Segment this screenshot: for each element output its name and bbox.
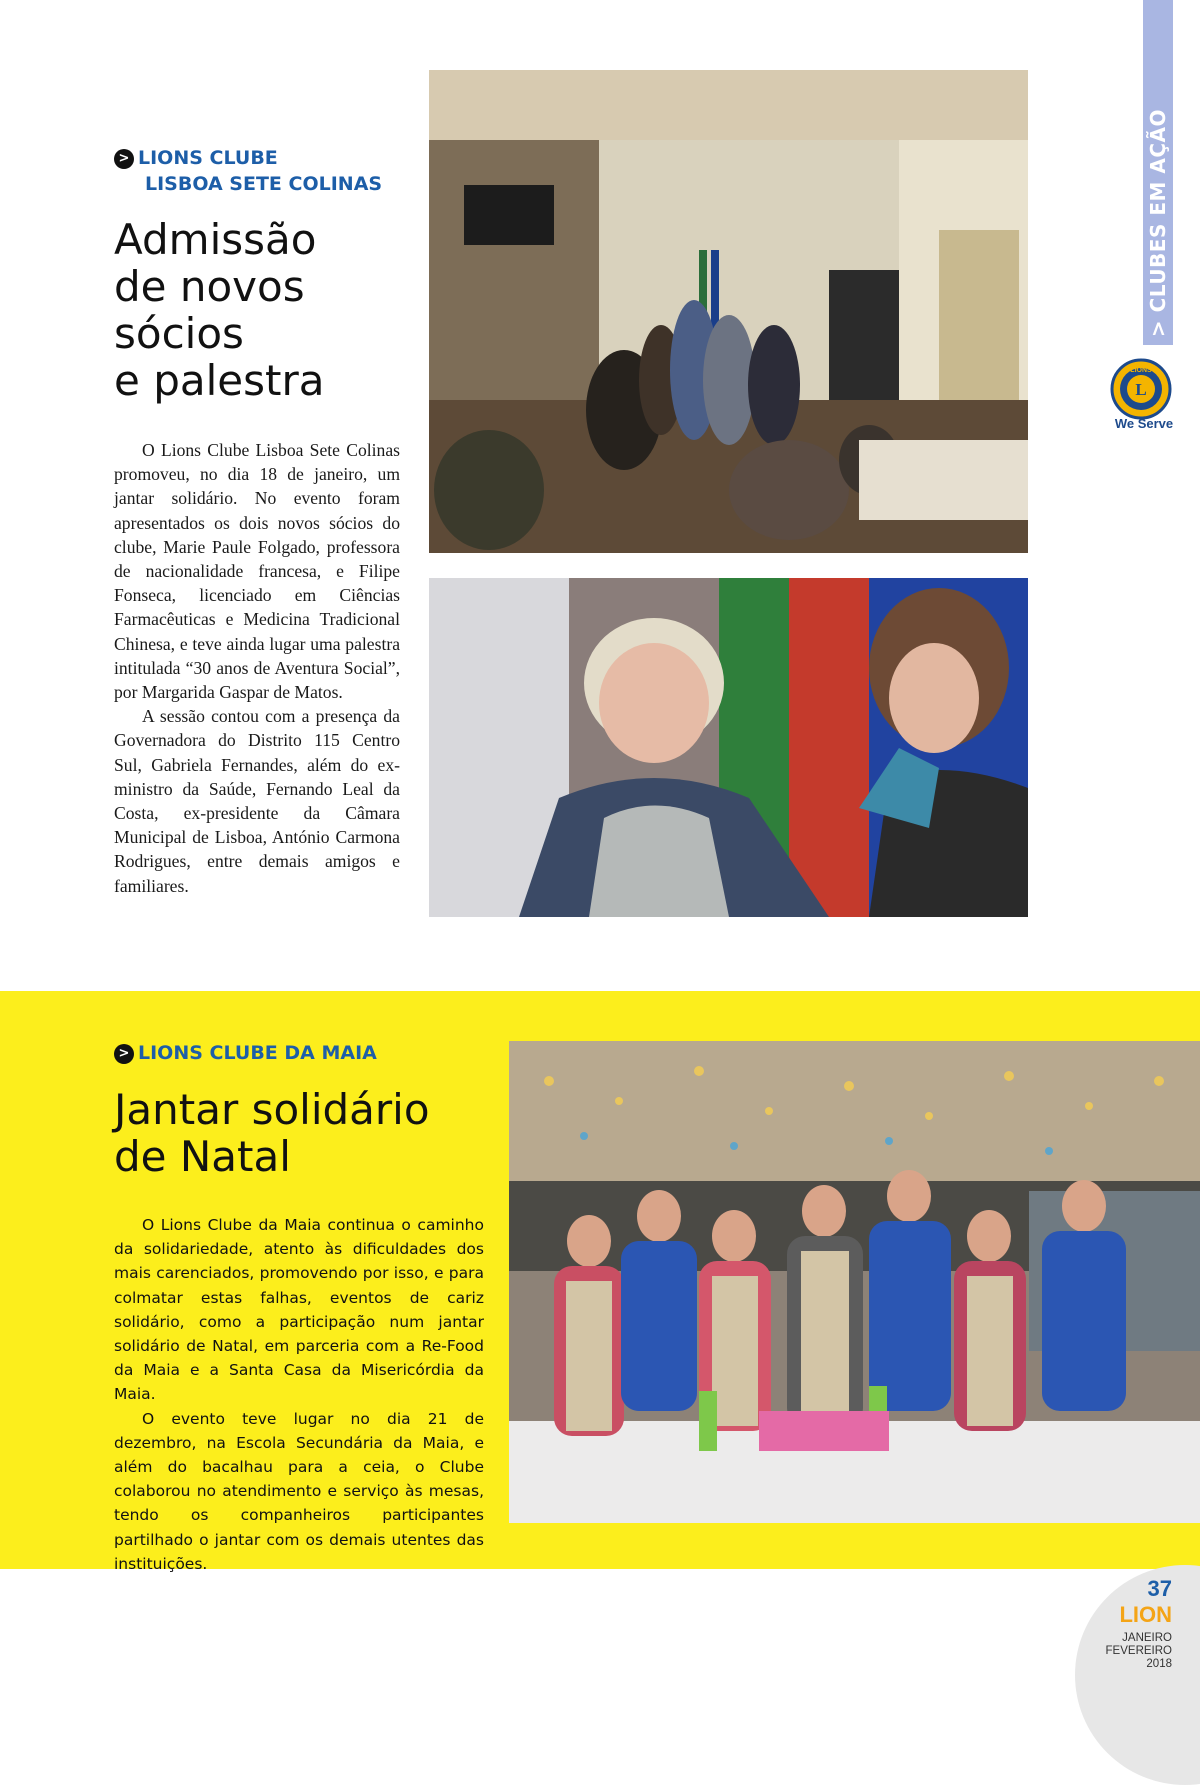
- article1-headline: [114, 216, 324, 404]
- headline-line: sócios: [114, 309, 244, 358]
- svg-text:LIONS: LIONS: [1130, 367, 1152, 374]
- arrow-bullet-icon: >: [114, 1044, 134, 1064]
- headline-line: e palestra: [114, 356, 325, 405]
- svg-text:L: L: [1135, 380, 1147, 399]
- section-tab-label: > CLUBES EM AÇÃO: [1146, 108, 1170, 337]
- arrow-bullet-icon: >: [114, 149, 134, 169]
- body-paragraph: A sessão contou com a presença da Governadora do Distrito 115 Centro Sul, Gabriela Fernandes, além do ex-ministro da Saúde, Fernando Leal da Costa, ex-presidente da Câmara Municipal de Lisboa, António Carmona Rodrigues, entre demais amigos e familiares.: [114, 706, 400, 896]
- issue-month-1: JANEIRO: [1122, 1632, 1172, 1644]
- headline-line: de novos: [114, 262, 305, 311]
- article2-body: [114, 1213, 484, 1576]
- headline-line: Jantar solidário: [114, 1085, 430, 1134]
- tagline: We Serve: [1114, 416, 1174, 431]
- photo-pin-ceremony: [429, 578, 1028, 917]
- magazine-name: LION: [1119, 1602, 1172, 1627]
- issue-year: 2018: [1146, 1658, 1172, 1670]
- article1-body: [114, 438, 400, 898]
- article1-kicker-line1: LIONS CLUBE: [138, 147, 278, 169]
- section-tab: [1143, 0, 1173, 345]
- headline-line: Admissão: [114, 215, 317, 264]
- article2-kicker: [114, 1040, 377, 1066]
- body-paragraph: O Lions Clube da Maia continua o caminho da solidariedade, atento às dificuldades dos mais carenciados, promovendo por isso, e para colmatar estas falhas, eventos de cariz solidário, como a participação num jantar solidário de Natal, em parceria com a Re-Food da Maia e a Santa Casa da Misericórdia da Maia.: [114, 1216, 484, 1404]
- body-paragraph: O Lions Clube Lisboa Sete Colinas promoveu, no dia 18 de janeiro, um jantar solidário. No evento foram apresentados os dois novos sócios do clube, Marie Paule Folgado, professora de nacionalidade francesa, e Filipe Fonseca, licenciado em Ciências Farmacêuticas e Medicina Tradicional Chinesa, e teve ainda lugar uma palestra intitulada “30 anos de Aventura Social”, por Margarida Gaspar de Matos.: [114, 440, 400, 703]
- article1-kicker: [114, 145, 382, 197]
- photo-volunteers-group: [509, 1041, 1200, 1523]
- photo-dinner-gathering: [429, 70, 1028, 553]
- page-number: 37: [1147, 1576, 1172, 1601]
- headline-line: de Natal: [114, 1132, 291, 1181]
- article2-headline: [114, 1086, 430, 1180]
- issue-month-2: FEVEREIRO: [1105, 1645, 1172, 1657]
- article1-kicker-line2: LISBOA SETE COLINAS: [145, 173, 383, 195]
- article2-kicker-text: LIONS CLUBE DA MAIA: [138, 1042, 377, 1064]
- lions-logo-icon: [1108, 358, 1174, 420]
- body-paragraph: O evento teve lugar no dia 21 de dezembro, na Escola Secundária da Maia, e além do bacalhau para a ceia, o Clube colaborou no atendimento e serviço às mesas, tendo os companheiros participantes partilhado o jantar com os demais utentes das instituições.: [114, 1409, 484, 1573]
